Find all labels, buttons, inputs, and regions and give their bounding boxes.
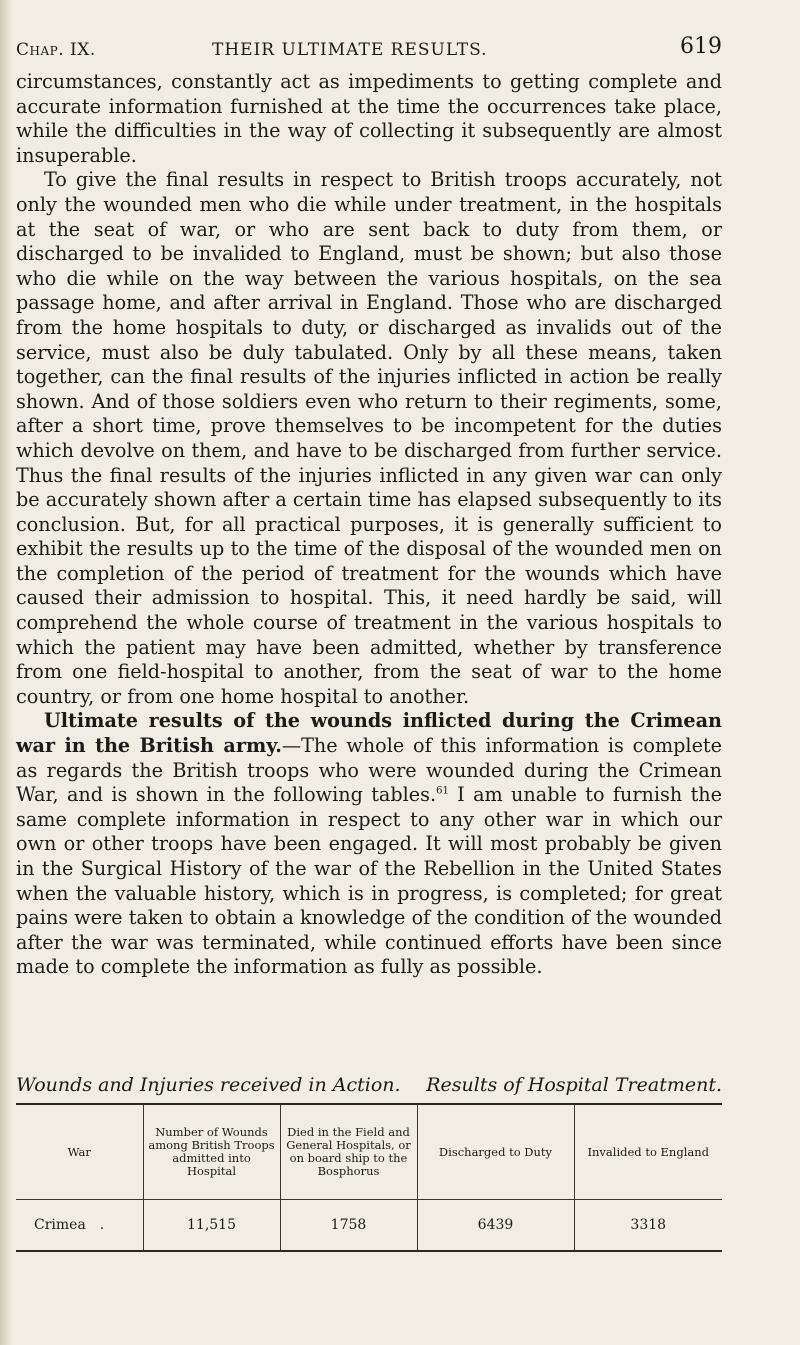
header-invalided: Invalided to England	[574, 1104, 722, 1200]
header-wounds: Number of Wounds among British Troops admitted into Hospital	[143, 1104, 280, 1200]
header-discharged: Discharged to Duty	[417, 1104, 574, 1200]
paragraph-text-b: I am unable to furnish the same complete information in respect to any other war in which our own or other troops have been engaged. It will most probably be given in the Surgical History of the war of the Rebellion in the United States when the valuable history, which is in progress, is completed; for great pains were taken to obtain a knowledge of the condition of the wounded after the war was terminated, while continued efforts have been since made to complete the information as fully as possible.	[16, 783, 722, 979]
cell-discharged: 6439	[417, 1200, 574, 1252]
table-caption-right: Results of Hospital Treatment.	[426, 1074, 722, 1096]
side-heading: Ultimate results of the wounds inflicted during the Crimean war in the British army.	[16, 709, 722, 758]
page-number: 619	[680, 34, 722, 59]
footnote-ref[interactable]: 61	[436, 785, 449, 797]
cell-war	[16, 1200, 143, 1252]
binding-gutter	[0, 0, 14, 1345]
cell-invalided: 3318	[630, 1216, 667, 1233]
table-row	[16, 1200, 722, 1252]
paragraph-continuation: circumstances, constantly act as impediments to getting complete and accurate information furnished at the time the occurrences take place, while the difficulties in the way of collecting it subsequently are almost insuperable.	[16, 70, 722, 167]
cell-died: 1758	[280, 1200, 417, 1252]
header-war: War	[16, 1104, 143, 1200]
cell-wounds: 11,515	[143, 1200, 280, 1252]
table-header-row	[16, 1104, 722, 1200]
paragraph-crimean-results	[16, 709, 722, 980]
paragraph-text-a: —The whole of this information is complete as regards the British troops who were wounded during the Crimean War, and is shown in the following tables.	[16, 734, 722, 807]
table-caption-left: Wounds and Injuries received in Action.	[16, 1074, 401, 1096]
running-head	[16, 34, 722, 64]
chapter-label: Chap. IX.	[16, 40, 96, 60]
body-text	[16, 70, 722, 980]
war-name: Crimea	[34, 1216, 86, 1233]
leader-dot: .	[99, 1216, 105, 1233]
running-title: THEIR ULTIMATE RESULTS.	[212, 40, 488, 60]
paragraph-final-results: To give the final results in respect to British troops accurately, not only the wounded men who die while under treatment, in the hospitals at the seat of war, or who are sent back to duty from them, or discharged to be invalided to England, must be shown; but also those who die while on the way between the various hospitals, on the sea passage home, and after arrival in England. Those who are discharged from the home hospitals to duty, or discharged as invalids out of the service, must also be duly tabulated. Only by all these means, taken together, can the final results of the injuries inflicted in action be really shown. And of those soldiers even who return to their regiments, some, after a short time, prove themselves to be incompetent for the duties which devolve on them, and have to be discharged from further service. Thus the final results of the injuries inflicted in any given war can only be accurately shown after a certain time has elapsed subsequently to its conclusion. But, for all practical purposes, it is generally sufficient to exhibit the results up to the time of the disposal of the wounded men on the completion of the period of treatment for the wounds which have caused their admission to hospital. This, it need hardly be said, will comprehend the whole course of treatment in the various hospitals to which the patient may have been admitted, whether by transference from one field-hospital to another, from the seat of war to the home country, or from one home hospital to another.	[16, 168, 722, 708]
header-died: Died in the Field and General Hospitals, or on board ship to the Bosphorus	[280, 1104, 417, 1200]
table-caption	[16, 1074, 722, 1096]
results-table	[16, 1103, 722, 1252]
